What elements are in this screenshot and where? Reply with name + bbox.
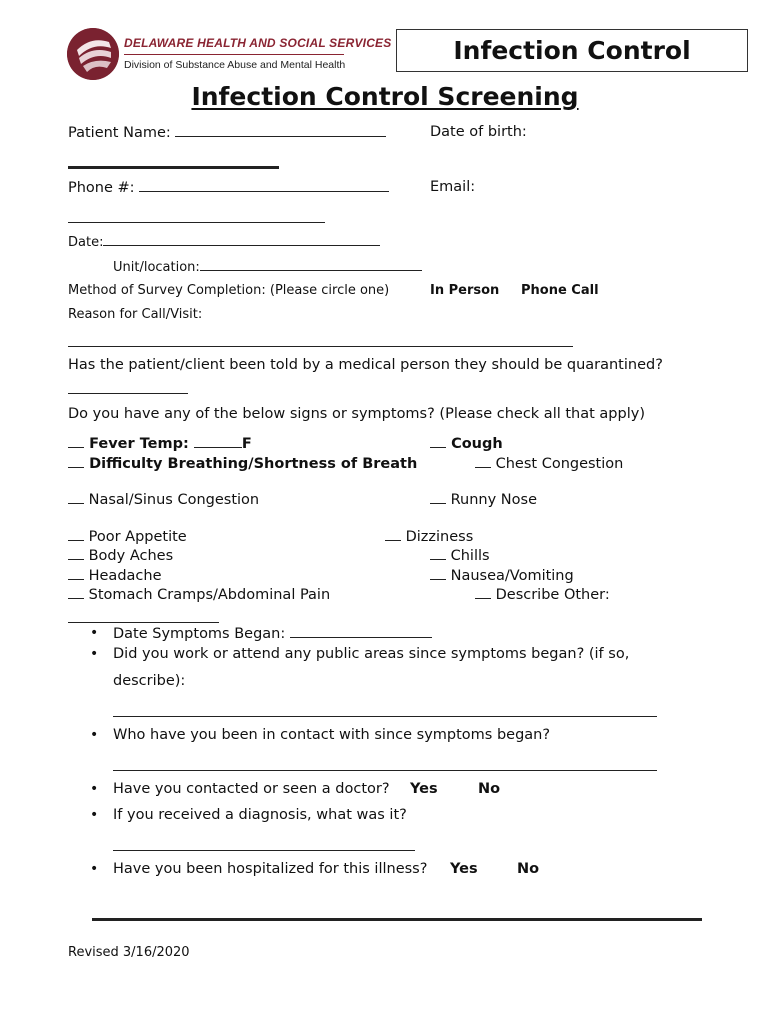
revised-date: Revised 3/16/2020 bbox=[68, 945, 190, 960]
symptom-runny-nose[interactable] bbox=[430, 491, 537, 508]
body-aches-label: Body Aches bbox=[88, 548, 174, 564]
doctor-question: Have you contacted or seen a doctor? bbox=[113, 781, 390, 797]
contacts-question: Who have you been in contact with since symptoms began? bbox=[113, 727, 551, 743]
nasal-label: Nasal/Sinus Congestion bbox=[88, 492, 260, 508]
date-field[interactable] bbox=[103, 233, 380, 246]
symptom-cough[interactable] bbox=[430, 435, 503, 452]
public-areas-question-cont: describe): bbox=[113, 673, 186, 689]
method-in-person[interactable]: In Person bbox=[430, 283, 500, 298]
public-areas-field[interactable] bbox=[113, 716, 657, 717]
body-aches-checkbox[interactable] bbox=[68, 547, 84, 560]
division-name: Division of Substance Abuse and Mental Health bbox=[124, 59, 346, 71]
bullet-icon: • bbox=[90, 625, 99, 641]
symptom-breathing[interactable] bbox=[68, 455, 417, 472]
diagnosis-question: If you received a diagnosis, what was it? bbox=[113, 807, 407, 823]
symptom-nasal[interactable] bbox=[68, 491, 259, 508]
date-began-row bbox=[113, 625, 432, 642]
stomach-label: Stomach Cramps/Abdominal Pain bbox=[88, 587, 331, 603]
dob-field[interactable] bbox=[68, 166, 279, 169]
symptom-fever[interactable] bbox=[68, 435, 252, 452]
patient-name-field[interactable] bbox=[175, 124, 386, 137]
dizziness-label: Dizziness bbox=[405, 529, 474, 545]
page-title: Infection Control Screening bbox=[191, 82, 579, 111]
symptom-body-aches[interactable] bbox=[68, 547, 173, 564]
nausea-checkbox[interactable] bbox=[430, 567, 446, 580]
chills-checkbox[interactable] bbox=[430, 547, 446, 560]
poor-appetite-label: Poor Appetite bbox=[88, 529, 187, 545]
symptoms-prompt: Do you have any of the below signs or symptoms? (Please check all that apply) bbox=[68, 406, 645, 422]
hospitalized-question: Have you been hospitalized for this illness? bbox=[113, 861, 428, 877]
method-label: Method of Survey Completion: (Please circle one) bbox=[68, 283, 390, 298]
date-began-field[interactable] bbox=[290, 625, 432, 638]
quarantine-answer-field[interactable] bbox=[68, 393, 188, 394]
other-describe-field[interactable] bbox=[68, 622, 219, 623]
bullet-icon: • bbox=[90, 807, 99, 823]
cough-checkbox[interactable] bbox=[430, 435, 446, 448]
runny-nose-checkbox[interactable] bbox=[430, 491, 446, 504]
symptom-dizziness[interactable] bbox=[385, 528, 473, 545]
unit-field[interactable] bbox=[200, 258, 422, 271]
quarantine-question: Has the patient/client been told by a medical person they should be quarantined? bbox=[68, 357, 663, 373]
contacts-field[interactable] bbox=[113, 770, 657, 771]
breathing-label: Difficulty Breathing/Shortness of Breath bbox=[89, 456, 418, 472]
phone-row bbox=[68, 179, 389, 196]
hospitalized-yes-option[interactable]: Yes bbox=[450, 861, 478, 877]
breathing-checkbox[interactable] bbox=[68, 455, 84, 468]
org-divider bbox=[124, 54, 344, 55]
chest-checkbox[interactable] bbox=[475, 455, 491, 468]
symptom-chills[interactable] bbox=[430, 547, 490, 564]
unit-label: Unit/location: bbox=[113, 260, 200, 275]
dizziness-checkbox[interactable] bbox=[385, 528, 401, 541]
bottom-divider bbox=[92, 918, 702, 921]
poor-appetite-checkbox[interactable] bbox=[68, 528, 84, 541]
email-label: Email: bbox=[430, 179, 476, 195]
fever-unit: F bbox=[241, 436, 252, 452]
stomach-checkbox[interactable] bbox=[68, 586, 84, 599]
public-areas-question: Did you work or attend any public areas since symptoms began? (if so, bbox=[113, 646, 630, 662]
symptom-other[interactable] bbox=[475, 586, 610, 603]
symptom-poor-appetite[interactable] bbox=[68, 528, 187, 545]
doctor-yes-option[interactable]: Yes bbox=[410, 781, 438, 797]
cough-label: Cough bbox=[451, 436, 503, 452]
patient-name-row bbox=[68, 124, 386, 141]
date-label: Date: bbox=[68, 235, 104, 250]
symptom-headache[interactable] bbox=[68, 567, 162, 584]
reason-label: Reason for Call/Visit: bbox=[68, 307, 203, 322]
dob-label: Date of birth: bbox=[430, 124, 527, 140]
fever-temp-field[interactable] bbox=[194, 435, 242, 448]
bullet-icon: • bbox=[90, 646, 99, 662]
phone-field[interactable] bbox=[139, 179, 389, 192]
symptom-stomach[interactable] bbox=[68, 586, 330, 603]
date-row bbox=[68, 233, 380, 250]
other-label: Describe Other: bbox=[495, 587, 610, 603]
hospitalized-no-option[interactable]: No bbox=[517, 861, 540, 877]
date-began-label: Date Symptoms Began: bbox=[113, 626, 286, 642]
diagnosis-field[interactable] bbox=[113, 850, 415, 851]
unit-row bbox=[113, 258, 422, 275]
symptom-chest[interactable] bbox=[475, 455, 623, 472]
other-checkbox[interactable] bbox=[475, 586, 491, 599]
header-title-box bbox=[396, 29, 748, 72]
doctor-no-option[interactable]: No bbox=[478, 781, 501, 797]
reason-field[interactable] bbox=[68, 346, 573, 347]
fever-checkbox[interactable] bbox=[68, 435, 84, 448]
bullet-icon: • bbox=[90, 727, 99, 743]
runny-nose-label: Runny Nose bbox=[450, 492, 537, 508]
chest-label: Chest Congestion bbox=[495, 456, 624, 472]
header-title: Infection Control bbox=[453, 36, 691, 65]
fever-label: Fever Temp: bbox=[89, 436, 189, 452]
method-phone-call[interactable]: Phone Call bbox=[521, 283, 599, 298]
bullet-icon: • bbox=[90, 861, 99, 877]
headache-label: Headache bbox=[88, 568, 162, 584]
headache-checkbox[interactable] bbox=[68, 567, 84, 580]
dhss-logo bbox=[67, 28, 119, 80]
symptom-nausea[interactable] bbox=[430, 567, 574, 584]
dhss-logo-mark bbox=[67, 28, 119, 80]
chills-label: Chills bbox=[450, 548, 490, 564]
nasal-checkbox[interactable] bbox=[68, 491, 84, 504]
patient-name-label: Patient Name: bbox=[68, 125, 171, 141]
bullet-icon: • bbox=[90, 781, 99, 797]
org-name: DELAWARE HEALTH AND SOCIAL SERVICES bbox=[124, 36, 392, 50]
nausea-label: Nausea/Vomiting bbox=[450, 568, 574, 584]
phone-label: Phone #: bbox=[68, 180, 135, 196]
email-field[interactable] bbox=[68, 222, 325, 223]
